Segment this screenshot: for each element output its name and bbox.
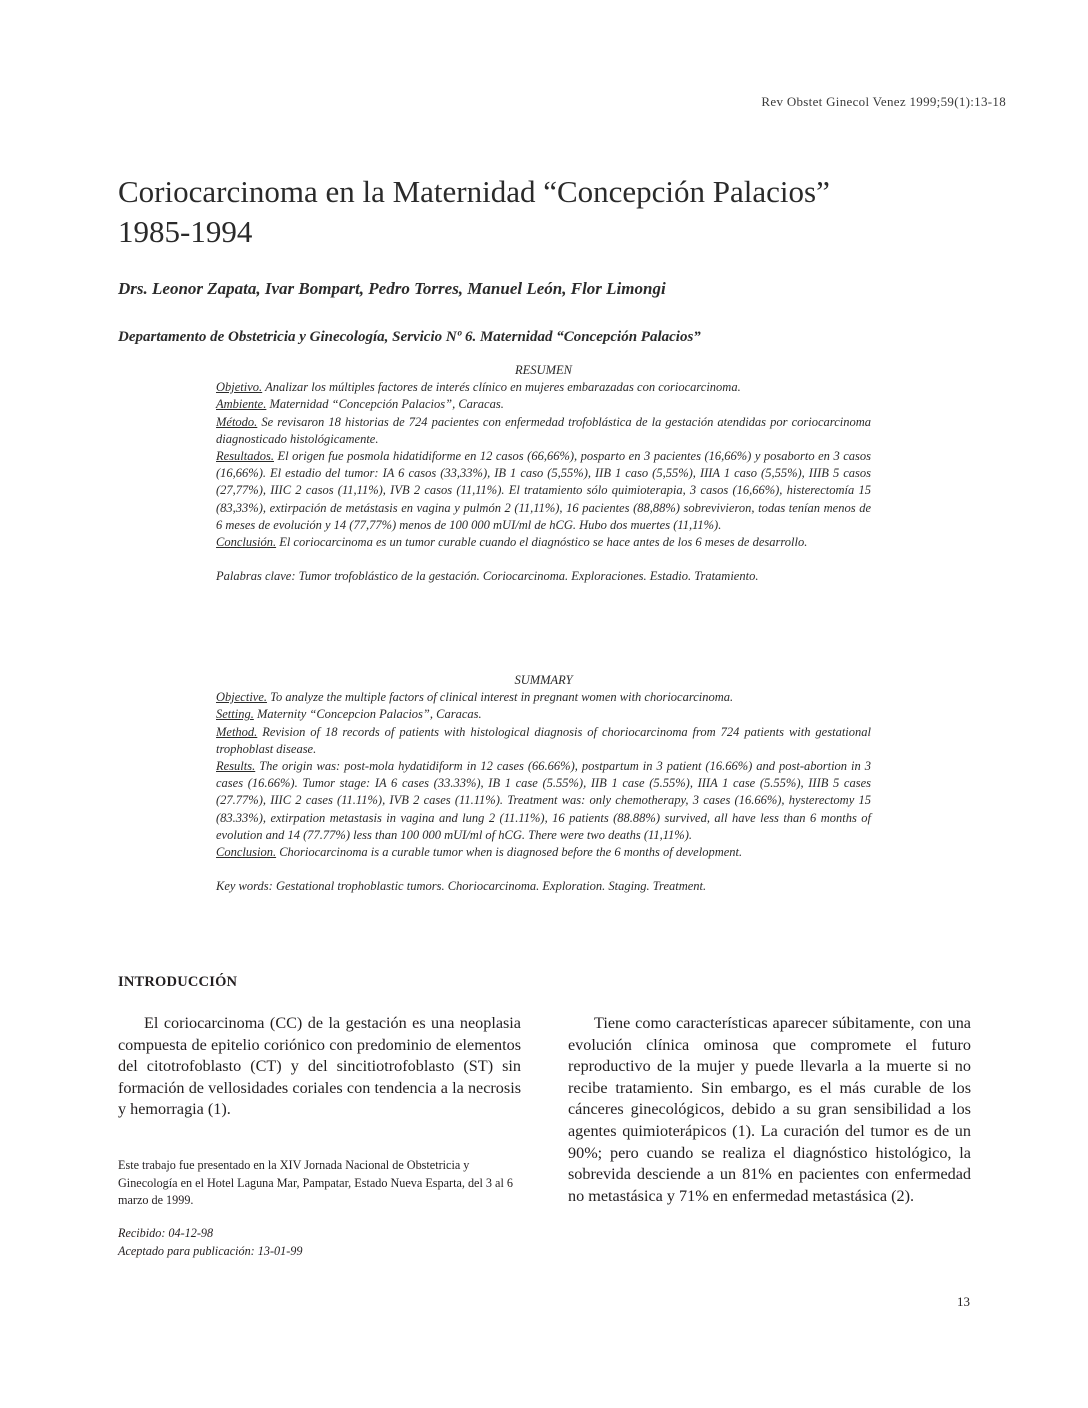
resumen-keywords: Palabras clave: Tumor trofoblástico de la gestación. Coriocarcinoma. Exploraciones. Estadio. Tratamiento. bbox=[216, 569, 759, 584]
resumen-ambiente-label: Ambiente. bbox=[216, 397, 267, 412]
presentation-footnote: Este trabajo fue presentado en la XIV Jornada Nacional de Obstetricia y Ginecología en el Hotel Laguna Mar, Pampatar, Estado Nueva Esparta, del 3 al 6 marzo de 1999. bbox=[118, 1158, 513, 1207]
summary-results bbox=[216, 758, 871, 844]
summary-method bbox=[216, 724, 871, 758]
resumen-objetivo-text: Analizar los múltiples factores de interés clínico en mujeres embarazadas con coriocarcinoma. bbox=[262, 380, 741, 395]
resumen-metodo bbox=[216, 414, 871, 448]
summary-objective-text: To analyze the multiple factors of clinical interest in pregnant women with choriocarcinoma. bbox=[267, 690, 734, 705]
summary-setting-text: Maternity “Concepcion Palacios”, Caracas. bbox=[253, 707, 482, 722]
resumen-ambiente-text: Maternidad “Concepción Palacios”, Caracas. bbox=[266, 397, 504, 412]
resumen-objetivo-label: Objetivo. bbox=[216, 380, 263, 395]
article-title-line2: 1985-1994 bbox=[118, 214, 253, 249]
resumen-metodo-label: Método. bbox=[216, 414, 258, 429]
received-date: Recibido: 04-12-98 bbox=[118, 1226, 214, 1240]
article-title bbox=[118, 172, 978, 252]
intro-paragraph-1: El coriocarcinoma (CC) de la gestación es una neoplasia compuesta de epitelio coriónico con predominio de elementos del citotrofoblasto (CT) y del sincitiotrofoblasto (ST) sin formación de vellosidades coriales con tendencia a la necrosis y hemorragia (1). bbox=[118, 1014, 521, 1119]
summary-section bbox=[216, 672, 871, 895]
summary-conclusion-text: Choriocarcinoma is a curable tumor when is diagnosed before the 6 months of development. bbox=[276, 845, 743, 860]
summary-setting bbox=[216, 706, 871, 723]
summary-setting-label: Setting. bbox=[216, 707, 254, 722]
resumen-ambiente bbox=[216, 396, 871, 413]
summary-method-label: Method. bbox=[216, 724, 258, 739]
introduction-heading: INTRODUCCIÓN bbox=[118, 974, 238, 990]
resumen-resultados-text: El origen fue posmola hidatidiforme en 12 casos (66,66%), posparto en 3 pacientes (16,66%) y posaborto en 3 casos (16,66%). El estadio del tumor: IA 6 casos (33,33%), IB 1 caso (5,55%), IIB 1 caso (5,55%), IIIA 1 caso (5,55%), IIIB 5 casos (27,77%), IIIC 2 casos (11,11%), IVB 2 casos (11,11%). El tratamiento sólo quimioterapia, 3 casos (16,66%), histerectomía 15 (83,33%), extirpación de metástasis en vagina y pulmón 2 (11,11%), 16 pacientes (88,88%) sobrevivieron, todas tenían menos de 6 meses de evolución y 14 (77,77%) menos de 100 000 mUI/ml de hCG. Hubo dos muertes (11,11%). bbox=[216, 449, 871, 532]
summary-objective-label: Objective. bbox=[216, 690, 268, 705]
summary-results-label: Results. bbox=[216, 759, 256, 774]
summary-heading: SUMMARY bbox=[514, 673, 573, 687]
resumen-metodo-text: Se revisaron 18 historias de 724 pacientes con enfermedad trofoblástica de la gestación atendidas por coriocarcinoma diagnosticado histológicamente. bbox=[216, 414, 871, 446]
summary-conclusion-label: Conclusion. bbox=[216, 845, 277, 860]
summary-method-text: Revision of 18 records of patients with histological diagnosis of choriocarcinoma from 724 patients with gestational trophoblast disease. bbox=[216, 724, 871, 756]
summary-results-text: The origin was: post-mola hydatidiform in 12 cases (66.66%), postpartum in 3 patient (16.66%) and post-abortion in 3 cases (16.66%). Tumor stage: IA 6 cases (33.33%), IB 1 case (5.55%), IIB 1 case (5.55%), IIIA 1 case (5.55%), IIIB 5 cases (27.77%), IIIC 2 cases (11.11%), IVB 2 cases (11.11%). Treatment was: only chemotherapy, 3 cases (16.66%), hysterectomy 15 (83.33%), extirpation metastasis in vagina and lung 2 (11.11%), 16 patients (88.88%) survived, all have less than 6 months of evolution and 14 (77.77%) less than 100 000 mUI/ml of hCG. There were two deaths (11,11%). bbox=[216, 759, 871, 842]
summary-conclusion bbox=[216, 844, 871, 861]
body-column-right bbox=[568, 1013, 971, 1207]
submission-dates bbox=[118, 1225, 518, 1260]
accepted-date: Aceptado para publicación: 13-01-99 bbox=[118, 1243, 303, 1258]
resumen-resultados-label: Resultados. bbox=[216, 449, 274, 464]
resumen-resultados bbox=[216, 448, 871, 534]
journal-reference: Rev Obstet Ginecol Venez 1999;59(1):13-18 bbox=[761, 94, 1006, 109]
body-column-left bbox=[118, 1013, 521, 1121]
resumen-conclusion-label: Conclusión. bbox=[216, 535, 277, 550]
resumen-objetivo bbox=[216, 379, 871, 396]
article-authors: Drs. Leonor Zapata, Ivar Bompart, Pedro Torres, Manuel León, Flor Limongi bbox=[118, 279, 666, 298]
summary-keywords: Key words: Gestational trophoblastic tumors. Choriocarcinoma. Exploration. Staging. Treatment. bbox=[216, 879, 707, 894]
summary-objective bbox=[216, 689, 871, 706]
article-title-line1: Coriocarcinoma en la Maternidad “Concepción Palacios” bbox=[118, 174, 830, 209]
resumen-conclusion bbox=[216, 534, 871, 551]
page-number: 13 bbox=[957, 1294, 970, 1309]
article-affiliation: Departamento de Obstetricia y Ginecología, Servicio Nº 6. Maternidad “Concepción Palacios” bbox=[118, 329, 701, 345]
resumen-section bbox=[216, 362, 871, 585]
resumen-heading: RESUMEN bbox=[515, 363, 572, 377]
intro-paragraph-2: Tiene como características aparecer súbitamente, con una evolución clínica ominosa que compromete el futuro reproductivo de la mujer y puede llevarla a la muerte si no recibe tratamiento. Sin embargo, es el más curable de los cánceres ginecológicos, debido a su gran sensibilidad a los agentes quimioterápicos (1). La curación del tumor es de un 90%; pero cuando se realiza el diagnóstico histológico, la sobrevida desciende a un 81% en pacientes con enfermedad no metastásica y 71% en enfermedad metastásica (2). bbox=[568, 1014, 971, 1205]
resumen-conclusion-text: El coriocarcinoma es un tumor curable cuando el diagnóstico se hace antes de los 6 meses de desarrollo. bbox=[276, 535, 808, 550]
